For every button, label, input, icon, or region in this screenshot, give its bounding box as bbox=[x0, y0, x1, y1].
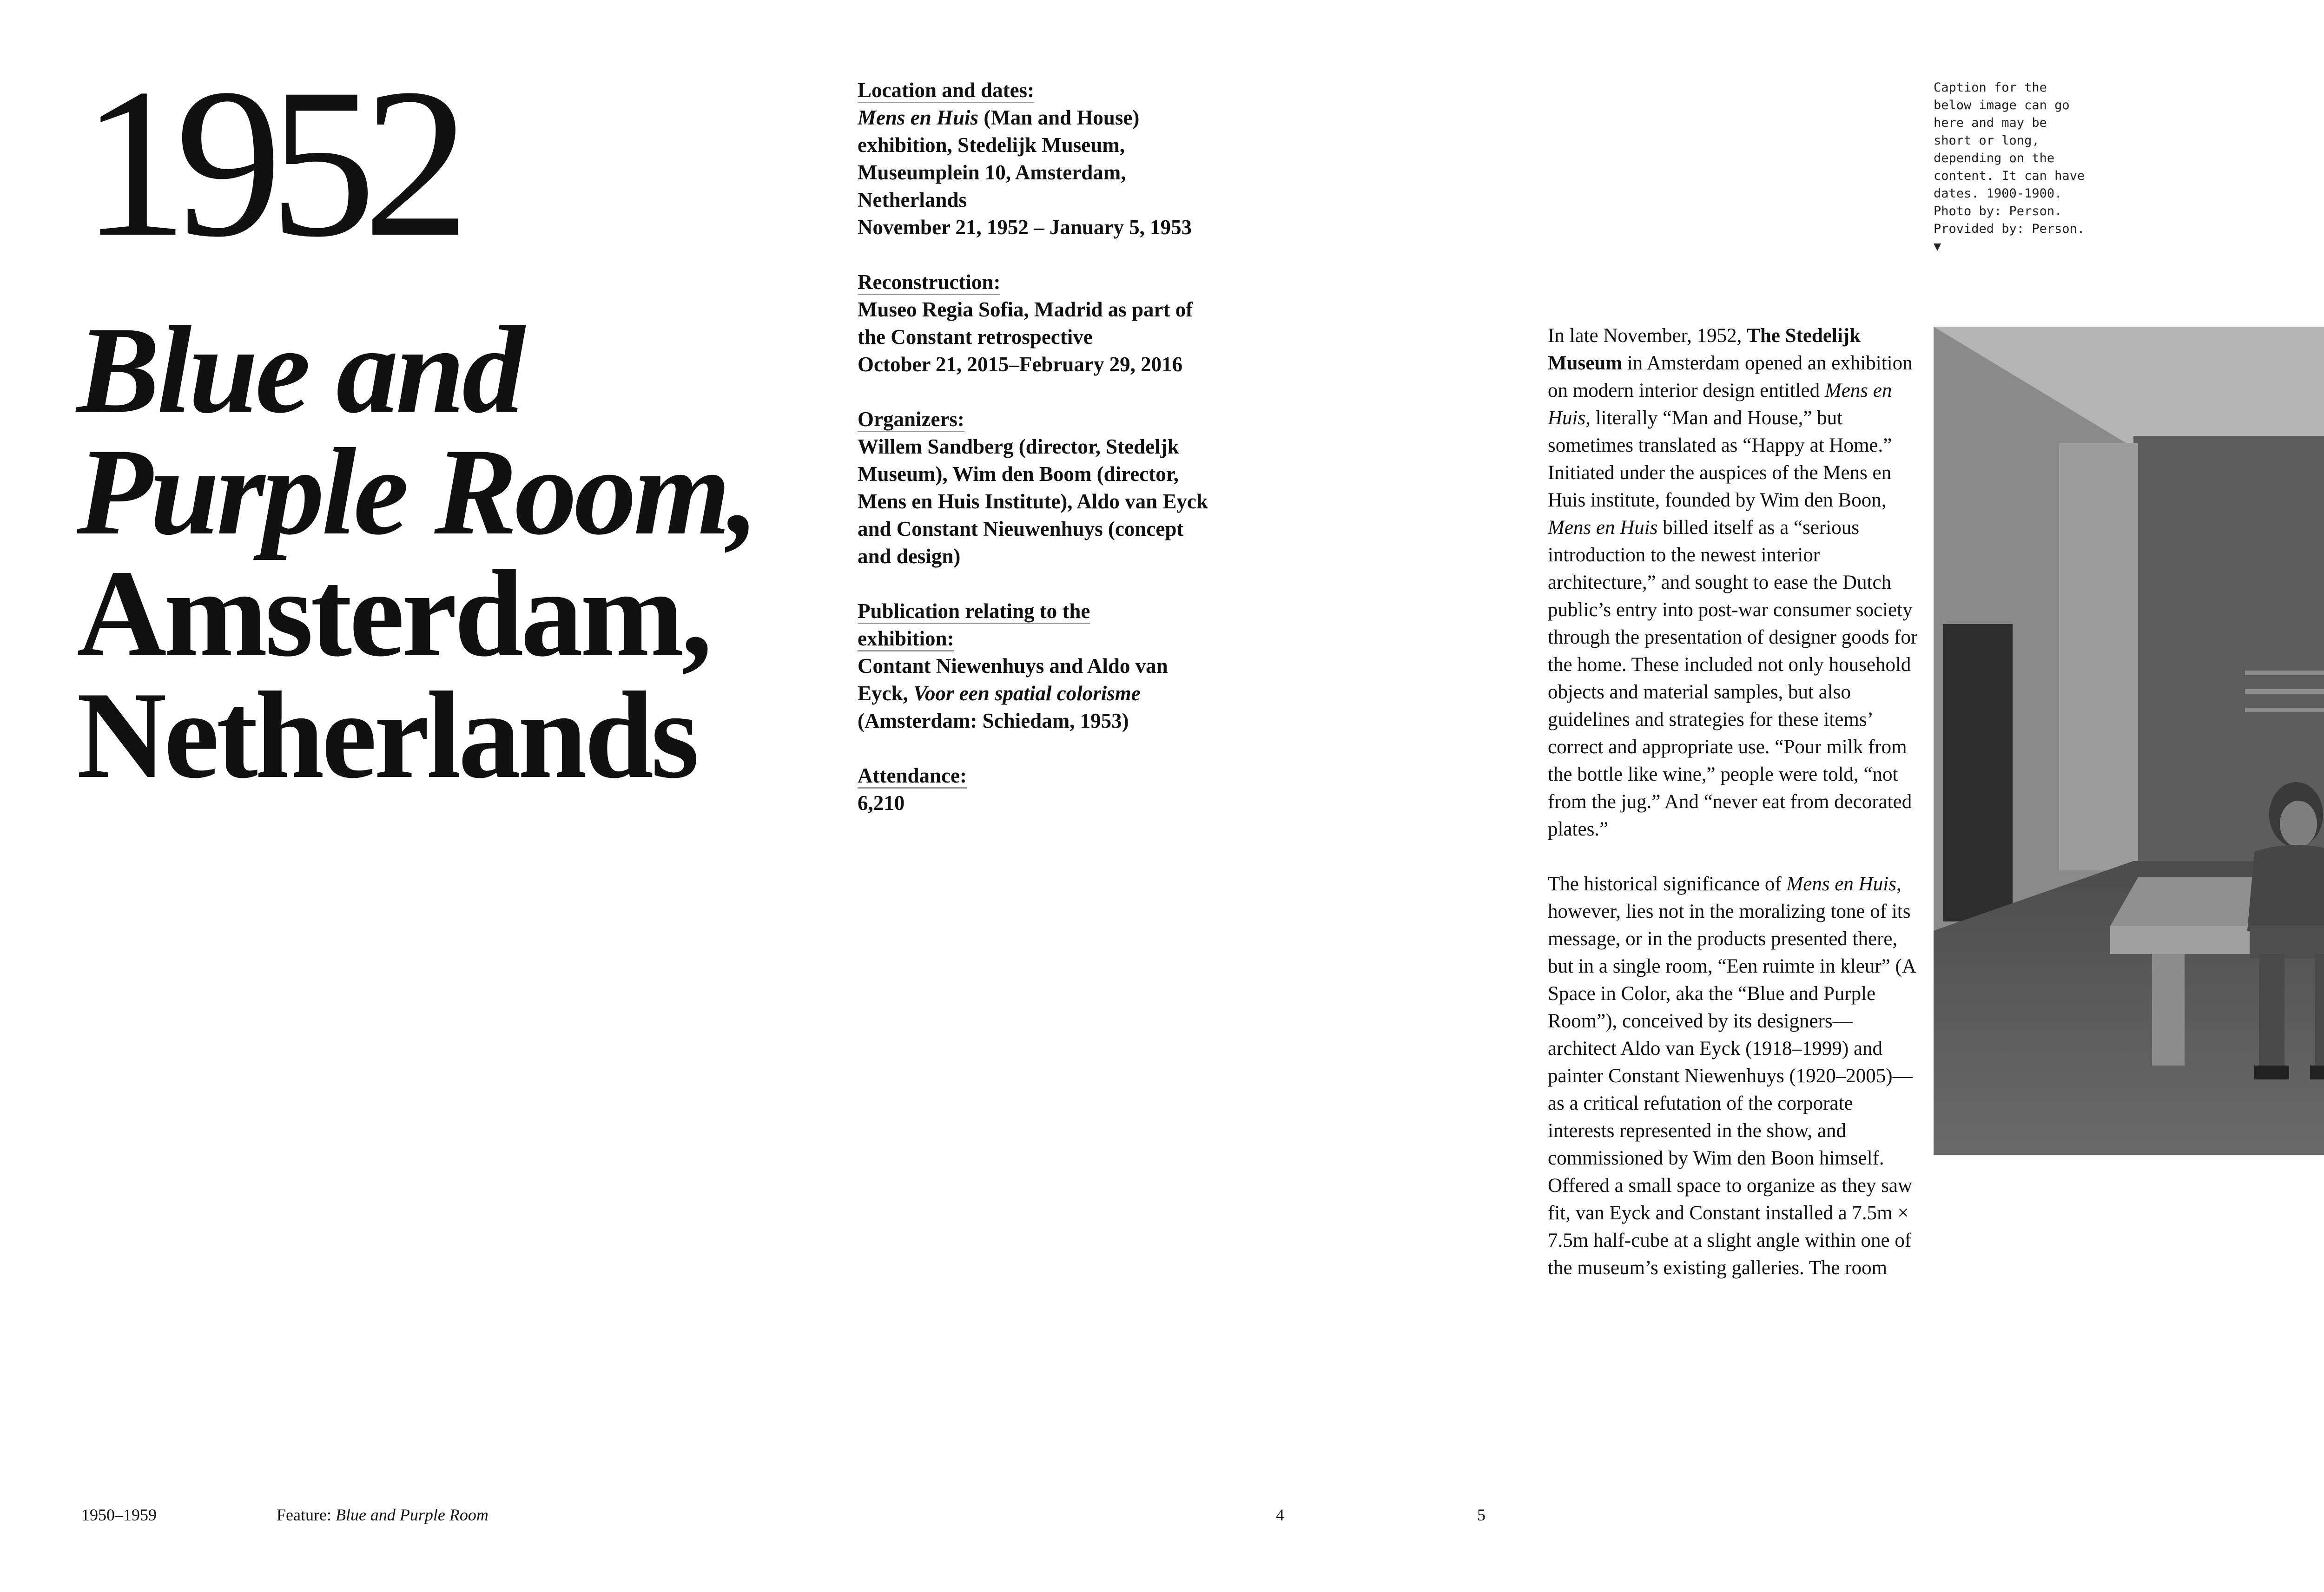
reconstruction-label: Reconstruction: bbox=[858, 270, 1000, 295]
caption-arrow-icon: ▼ bbox=[1934, 239, 1941, 254]
image-caption bbox=[1934, 79, 2087, 256]
footer-feature bbox=[277, 1506, 489, 1524]
reconstruction-block bbox=[858, 269, 1220, 378]
page-number-right: 5 bbox=[1477, 1506, 1486, 1524]
publication-label-2: exhibition: bbox=[858, 627, 954, 651]
pillar bbox=[2059, 443, 2138, 870]
feature-title bbox=[77, 301, 756, 804]
year-heading: 1952 bbox=[81, 44, 457, 281]
footer-feature-title: Blue and Purple Room bbox=[335, 1506, 489, 1524]
location-name: Mens en Huis bbox=[858, 106, 979, 129]
footer-decade: 1950–1959 bbox=[81, 1506, 157, 1524]
p1-e: , literally “Man and House,” but sometimes translated as “Happy at Home.” Initiated under the auspices of the Mens en Huis institute, founded by Wim den Boon, bbox=[1548, 407, 1892, 511]
title-line-3: Amsterdam, bbox=[77, 544, 710, 682]
room-photograph bbox=[1934, 327, 2324, 1155]
location-block bbox=[858, 77, 1220, 241]
location-label: Location and dates: bbox=[858, 79, 1034, 103]
attendance-block bbox=[858, 762, 1220, 817]
title-line-1: Blue and bbox=[77, 301, 522, 439]
body-paragraph-1 bbox=[1548, 322, 1920, 843]
title-line-4: Netherlands bbox=[77, 666, 697, 804]
p1-g: billed itself as a “serious introduction to the newest interior architecture,” and sought to ease the Dutch public’s entry into post-war consumer society through the presentation of designer goods for the home. These included not only household objects and material samples, but also guidelines and strategies for these items’ correct and appropriate use. “Pour milk from the bottle like wine,” people were told, “not from the jug.” And “never eat from decorated plates.” bbox=[1548, 517, 1918, 840]
exhibition-details bbox=[858, 77, 1220, 844]
bench-leg-left bbox=[2152, 954, 2185, 1066]
location-dates: November 21, 1952 – January 5, 1953 bbox=[858, 216, 1192, 239]
p2-c: , however, lies not in the moralizing tone of its message, or in the products presented there, but in a single room, “Een ruimte in kleur” (A Space in Color, aka the “Blue and Purple Room”), conceived by its designers—architect Aldo van Eyck (1918–1999) and painter Constant Niewenhuys (1920–2005)—as a critical refutation of the corporate interests represented in the show, and commissioned by Wim den Boon himself. Offered a small space to organize as they saw fit, van Eyck and Constant installed a 7.5m × 7.5m half-cube at a slight angle within one of the museum’s existing galleries. The room bbox=[1548, 873, 1915, 1279]
p1-title: Mens en Huis bbox=[1548, 380, 1892, 429]
page-number-left: 4 bbox=[1276, 1506, 1284, 1524]
organizers-block bbox=[858, 406, 1220, 570]
publication-text-after: (Amsterdam: Schiedam, 1953) bbox=[858, 709, 1129, 732]
attendance-label: Attendance: bbox=[858, 764, 967, 789]
p1-title-2: Mens en Huis bbox=[1548, 517, 1658, 539]
p2-a: The historical significance of bbox=[1548, 873, 1787, 895]
publication-block bbox=[858, 598, 1220, 735]
title-line-2: Purple Room, bbox=[77, 422, 756, 560]
publication-title: Voor een spatial colorisme bbox=[913, 682, 1141, 705]
reconstruction-dates: October 21, 2015–February 29, 2016 bbox=[858, 353, 1183, 376]
footer-feature-label: Feature: bbox=[277, 1506, 336, 1524]
caption-text: Caption for the below image can go here and may be short or long, depending on the content. It can have dates. 1900-1900. Photo by: Person. Provided by: Person. bbox=[1934, 80, 2085, 236]
gallery-photo bbox=[1934, 327, 2324, 1155]
article-body bbox=[1548, 322, 1920, 1309]
doorway bbox=[1943, 624, 2013, 921]
organizers-text: Willem Sandberg (director, Stedeljk Museum), Wim den Boom (director, Mens en Huis Institute), Aldo van Eyck and Constant Nieuwenhuys (concept and design) bbox=[858, 435, 1208, 568]
p1-a: In late November, 1952, bbox=[1548, 325, 1747, 347]
publication-text-before: Contant Niewenhuys and Aldo van Eyck, bbox=[858, 654, 1168, 705]
publication-label-1: Publication relating to the bbox=[858, 599, 1090, 624]
location-text: (Man and House) exhibition, Stedelijk Museum, Museumplein 10, Amsterdam, Netherlands bbox=[858, 106, 1140, 211]
body-paragraph-2 bbox=[1548, 870, 1920, 1282]
p1-museum: The Stedelijk Museum bbox=[1548, 325, 1861, 374]
attendance-value: 6,210 bbox=[858, 791, 905, 815]
p2-title: Mens en Huis bbox=[1786, 873, 1896, 895]
organizers-label: Organizers: bbox=[858, 408, 964, 432]
p1-c: in Amsterdam opened an exhibition on modern interior design entitled bbox=[1548, 352, 1913, 401]
reconstruction-text: Museo Regia Sofia, Madrid as part of the Constant retrospective bbox=[858, 298, 1193, 349]
